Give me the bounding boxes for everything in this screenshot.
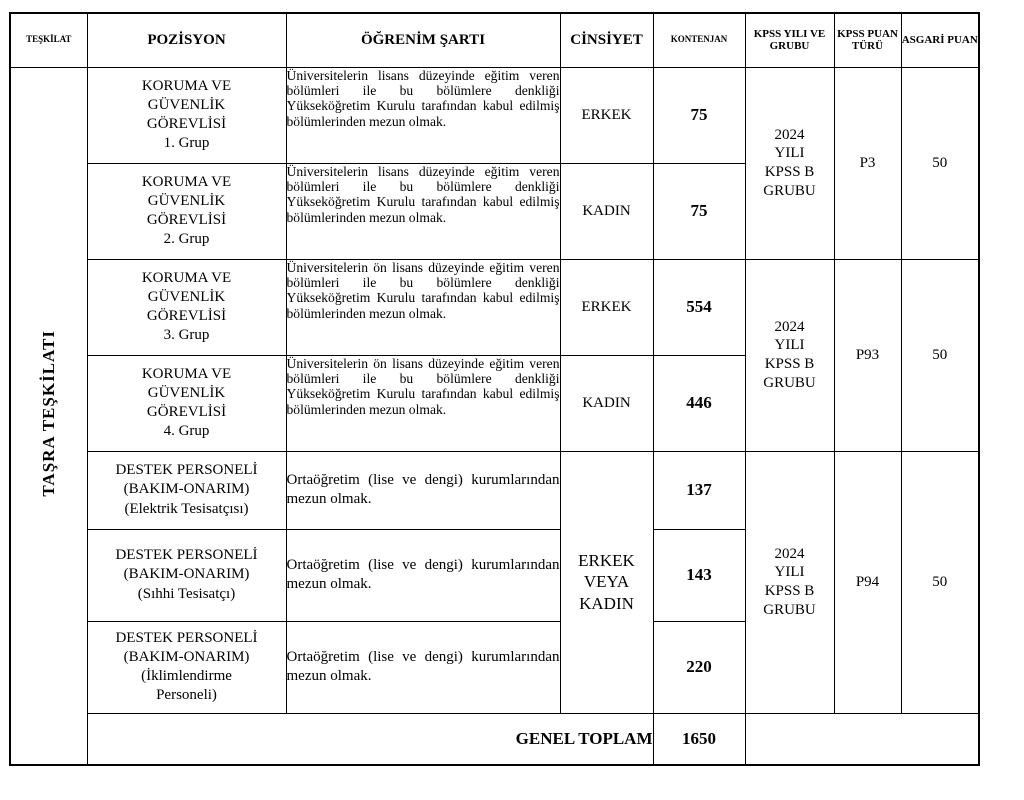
header-kpss-yili: KPSS YILI VE GRUBU	[745, 13, 834, 67]
position-line: GÜVENLİK	[147, 384, 226, 401]
header-kpss-puan: KPSS PUAN TÜRÜ	[834, 13, 901, 67]
gender-cell: ERKEK	[560, 259, 653, 355]
asgari-puan-cell: 50	[901, 451, 979, 713]
kpss-line: YILI	[774, 564, 805, 581]
quota-cell: 554	[653, 259, 745, 355]
kpss-line: GRUBU	[763, 601, 816, 618]
position-line: GÖREVLİSİ	[146, 308, 227, 324]
requirement-cell: Üniversitelerin ön lisans düzeyinde eğitim veren bölümleri ile bu bölümlere denkliği Yükseköğretim Kurulu tarafından kabul edilmiş bölümlerinden mezun olmak.	[286, 259, 560, 355]
requirement-cell: Üniversitelerin ön lisans düzeyinde eğitim veren bölümleri ile bu bölümlere denkliği Yükseköğretim Kurulu tarafından kabul edilmiş bölümlerinden mezun olmak.	[286, 355, 560, 451]
total-value: 1650	[653, 713, 745, 765]
quota-cell: 137	[653, 451, 745, 529]
position-cell	[87, 67, 286, 163]
position-cell	[87, 621, 286, 713]
kpss-line: KPSS B	[764, 356, 815, 372]
position-line: (İklimlendirme	[141, 668, 232, 684]
header-ogrenim-sarti: ÖĞRENİM ŞARTI	[286, 13, 560, 67]
kpss-group-cell	[745, 451, 834, 713]
header-teskilat: TEŞKİLAT	[10, 13, 87, 67]
quota-cell: 220	[653, 621, 745, 713]
position-line: GÖREVLİSİ	[146, 212, 227, 228]
header-pozisyon: POZİSYON	[87, 13, 286, 67]
requirement-cell: Üniversitelerin lisans düzeyinde eğitim veren bölümleri ile bu bölümlere denkliği Yükseköğretim Kurulu tarafından kabul edilmiş bölümlerinden mezun olmak.	[286, 163, 560, 259]
header-cinsiyet: CİNSİYET	[560, 13, 653, 67]
position-line: (Sıhhi Tesisatçı)	[137, 585, 236, 602]
position-cell	[87, 529, 286, 621]
kpss-group-cell	[745, 259, 834, 451]
position-line: 1. Grup	[163, 135, 210, 152]
gender-merged-cell	[560, 451, 653, 713]
position-line: (BAKIM-ONARIM)	[123, 648, 250, 665]
position-line: DESTEK PERSONELİ	[115, 462, 258, 479]
header-kontenjan: KONTENJAN	[653, 13, 745, 67]
position-line: (BAKIM-ONARIM)	[123, 566, 250, 583]
quota-cell: 75	[653, 163, 745, 259]
position-line: 4. Grup	[163, 423, 210, 440]
total-label: GENEL TOPLAM	[87, 713, 653, 765]
table-row	[10, 67, 979, 163]
kpss-group-cell	[745, 67, 834, 259]
puan-turu-cell: P93	[834, 259, 901, 451]
position-line: (Elektrik Tesisatçısı)	[124, 500, 249, 517]
position-line: 2. Grup	[163, 231, 210, 248]
requirement-cell: Ortaöğretim (lise ve dengi) kurumlarından mezun olmak.	[286, 451, 560, 529]
kpss-line: 2024	[774, 318, 805, 335]
puan-turu-cell: P3	[834, 67, 901, 259]
teskilat-cell	[10, 67, 87, 765]
position-cell	[87, 259, 286, 355]
kpss-line: KPSS B	[764, 583, 815, 599]
position-line: GÜVENLİK	[147, 288, 226, 305]
teskilat-label: TAŞRA TEŞKİLATI	[39, 329, 59, 497]
position-line: GÜVENLİK	[147, 96, 226, 113]
position-line: DESTEK PERSONELİ	[115, 629, 258, 646]
kpss-line: KPSS B	[764, 164, 815, 180]
position-line: KORUMA VE	[141, 77, 232, 94]
table-row	[10, 451, 979, 529]
position-line: KORUMA VE	[141, 269, 232, 286]
puan-turu-cell: P94	[834, 451, 901, 713]
quota-cell: 446	[653, 355, 745, 451]
total-empty-cell	[745, 713, 979, 765]
position-line: (BAKIM-ONARIM)	[123, 481, 250, 498]
requirement-cell: Ortaöğretim (lise ve dengi) kurumlarından mezun olmak.	[286, 529, 560, 621]
position-line: DESTEK PERSONELİ	[115, 547, 258, 564]
position-cell	[87, 355, 286, 451]
asgari-puan-cell: 50	[901, 259, 979, 451]
gender-cell: KADIN	[560, 355, 653, 451]
gender-line: VEYA	[583, 572, 630, 592]
position-cell	[87, 163, 286, 259]
position-line: Personeli)	[156, 687, 217, 704]
table-row	[10, 259, 979, 355]
position-line: GÜVENLİK	[147, 192, 226, 209]
positions-table	[9, 12, 980, 766]
kpss-line: GRUBU	[763, 374, 816, 391]
kpss-line: GRUBU	[763, 182, 816, 199]
position-line: GÖREVLİSİ	[146, 116, 227, 132]
requirement-cell: Üniversitelerin lisans düzeyinde eğitim veren bölümleri ile bu bölümlere denkliği Yükseköğretim Kurulu tarafından kabul edilmiş bölümlerinden mezun olmak.	[286, 67, 560, 163]
quota-cell: 75	[653, 67, 745, 163]
position-line: KORUMA VE	[141, 365, 232, 382]
kpss-line: 2024	[774, 126, 805, 143]
kpss-line: 2024	[774, 545, 805, 562]
header-row	[10, 13, 979, 67]
asgari-puan-cell: 50	[901, 67, 979, 259]
position-line: KORUMA VE	[141, 173, 232, 190]
position-line: GÖREVLİSİ	[146, 404, 227, 420]
requirement-cell: Ortaöğretim (lise ve dengi) kurumlarından mezun olmak.	[286, 621, 560, 713]
gender-cell: ERKEK	[560, 67, 653, 163]
header-asgari-puan: ASGARİ PUAN	[901, 13, 979, 67]
position-line: 3. Grup	[163, 327, 210, 344]
kpss-line: YILI	[774, 145, 805, 162]
gender-line: KADIN	[579, 593, 634, 613]
kpss-line: YILI	[774, 337, 805, 354]
gender-line: ERKEK	[578, 551, 635, 571]
total-row	[10, 713, 979, 765]
position-cell	[87, 451, 286, 529]
quota-cell: 143	[653, 529, 745, 621]
gender-cell: KADIN	[560, 163, 653, 259]
